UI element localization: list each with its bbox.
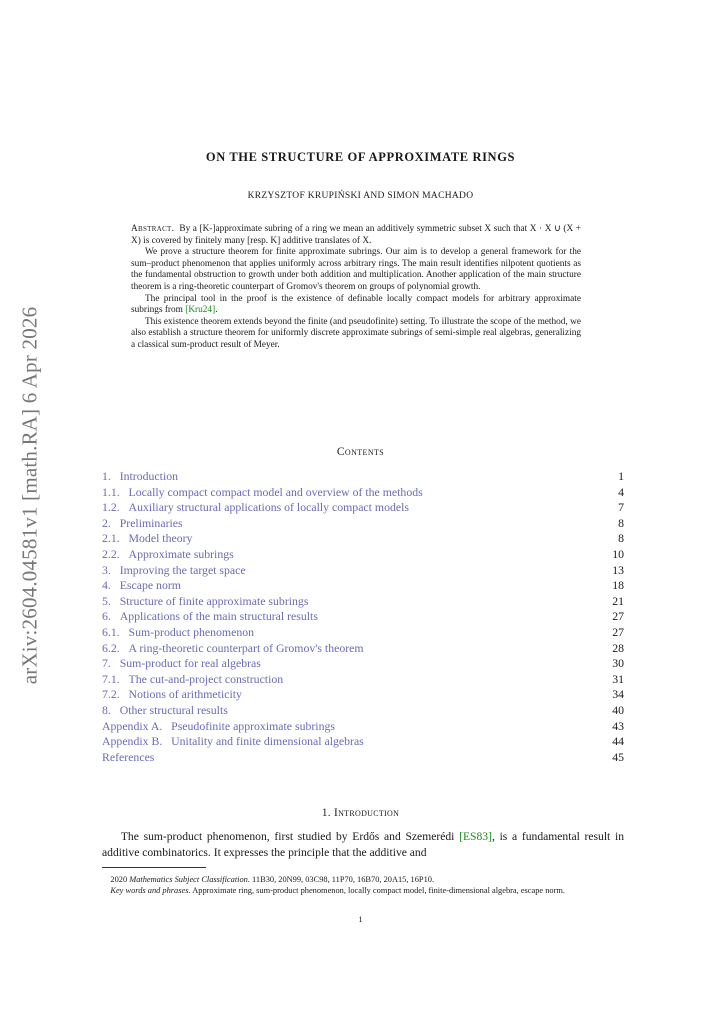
- toc-entry-number[interactable]: 1.1.: [102, 484, 129, 499]
- introduction-paragraph: [102, 829, 624, 861]
- toc-entry-link[interactable]: Sum-product phenomenon: [128, 624, 255, 639]
- toc-entry[interactable]: [102, 625, 624, 641]
- keywords-footnote: [102, 886, 624, 897]
- toc-entry-page: 18: [612, 578, 624, 593]
- toc-entry-page: 44: [612, 734, 624, 749]
- toc-entry-page: 27: [612, 624, 624, 639]
- arxiv-identifier-stamp: [8, 290, 52, 700]
- msc-year: 2020: [110, 875, 128, 884]
- toc-entry-link[interactable]: Notions of arithmeticity: [128, 687, 242, 702]
- toc-entry-number[interactable]: Appendix B.: [102, 734, 172, 749]
- abstract-text-1: By a [K-]approximate subring of a ring we mean an additively symmetric subset X such that X · X ∪ (X + X) is covered by finitely many [resp. K] additive translates of X.: [131, 224, 581, 246]
- msc-footnote: [102, 875, 624, 886]
- toc-entry-link[interactable]: A ring-theoretic counterpart of Gromov's theorem: [128, 640, 364, 655]
- toc-entry-link[interactable]: Introduction: [119, 469, 179, 483]
- toc-entry-link[interactable]: Preliminaries: [119, 515, 183, 530]
- keywords-label: Key words and phrases.: [110, 885, 191, 895]
- toc-entry-number[interactable]: 1.2.: [102, 500, 129, 515]
- toc-entry-number[interactable]: 1.: [102, 469, 120, 483]
- toc-entry-page: 28: [612, 640, 624, 655]
- citation-kru24-link[interactable]: [Kru24]: [185, 305, 216, 316]
- toc-entry-number[interactable]: 6.2.: [102, 640, 129, 655]
- toc-entry[interactable]: [102, 578, 624, 594]
- toc-entry-link[interactable]: Auxiliary structural applications of locally compact models: [128, 500, 409, 515]
- introduction-text-2: , is a fundamental result in additive combinatorics. It expresses the principle that the additive and: [102, 830, 625, 859]
- paper-title: ON THE STRUCTURE OF APPROXIMATE RINGS: [205, 150, 516, 164]
- toc-entry[interactable]: [102, 672, 624, 688]
- footnotes: [102, 875, 624, 896]
- toc-entry-number[interactable]: 8.: [102, 702, 120, 717]
- toc-entry-number[interactable]: 6.1.: [102, 624, 129, 639]
- toc-entry-link[interactable]: Structure of finite approximate subrings: [119, 593, 309, 608]
- introduction-text-1: The sum-product phenomenon, first studied by Erdős and Szemerédi: [120, 830, 460, 843]
- toc-entry[interactable]: [102, 719, 624, 735]
- toc-entry-page: 30: [612, 656, 624, 671]
- toc-entry-page: 1: [618, 469, 624, 483]
- citation-es83-link[interactable]: [ES83]: [459, 830, 492, 843]
- toc-entry-link[interactable]: Applications of the main structural results: [119, 609, 318, 624]
- footnote-rule: [102, 867, 206, 868]
- toc-entry-number[interactable]: 2.1.: [102, 531, 129, 546]
- toc-entry-page: 7: [618, 500, 624, 515]
- toc-entry-number[interactable]: 3.: [102, 562, 120, 577]
- toc-entry-number[interactable]: 6.: [102, 609, 120, 624]
- toc-entry-number[interactable]: 7.2.: [102, 687, 129, 702]
- toc-entry-page: 21: [612, 593, 624, 608]
- toc-entry-page: 34: [612, 687, 624, 702]
- toc-entry-number[interactable]: Appendix A.: [102, 718, 172, 733]
- toc-entry-number[interactable]: 7.: [102, 656, 120, 671]
- abstract-paragraph-3: [131, 294, 581, 317]
- toc-entry[interactable]: [102, 656, 624, 672]
- introduction-title: Introduction: [334, 807, 400, 819]
- toc-entry-link[interactable]: Other structural results: [119, 702, 228, 717]
- toc-entry[interactable]: [102, 750, 624, 766]
- toc-entry[interactable]: [102, 609, 624, 625]
- toc-entry[interactable]: [102, 641, 624, 657]
- toc-entry-page: 10: [612, 546, 624, 561]
- arxiv-identifier-text: arXiv:2604.04581v1 [math.RA] 6 Apr 2026: [17, 306, 42, 684]
- abstract-text-3: The principal tool in the proof is the existence of definable locally compact models for arbitrary approximate subrings from: [131, 293, 581, 316]
- table-of-contents: [102, 469, 624, 765]
- toc-entry-link[interactable]: Model theory: [128, 531, 193, 546]
- contents-heading: Contents: [336, 446, 385, 458]
- toc-entry-link[interactable]: Escape norm: [119, 578, 181, 593]
- toc-entry-page: 40: [612, 702, 624, 717]
- toc-entry-link[interactable]: Approximate subrings: [128, 546, 234, 561]
- toc-entry-page: 31: [612, 671, 624, 686]
- toc-entry[interactable]: [102, 547, 624, 563]
- toc-entry[interactable]: [102, 563, 624, 579]
- abstract-paragraph-4: This existence theorem extends beyond the finite (and pseudofinite) setting. To illustrate the scope of the method, we also establish a structure theorem for uniformly discrete approximate subrings of semi-simple real algebras, generalizing a classical sum-product result of Meyer.: [131, 316, 581, 350]
- toc-entry-link[interactable]: Unitality and finite dimensional algebras: [171, 734, 364, 749]
- toc-entry-number[interactable]: 7.1.: [102, 671, 129, 686]
- toc-entry[interactable]: [102, 469, 624, 485]
- abstract-text-3-end: .: [215, 305, 218, 316]
- abstract-paragraph-2: We prove a structure theorem for finite approximate subrings. Our aim is to develop a general framework for the sum–product phenomenon that applies uniformly across arbitrary rings. The main result identifies nilpotent quotients as the fundamental obstruction to growth under both addition and multiplication. Another application of the main structure theorem is a ring-theoretic counterpart of Gromov's theorem on groups of polynomial growth.: [131, 247, 581, 292]
- toc-entry[interactable]: [102, 734, 624, 750]
- toc-entry-number[interactable]: 4.: [102, 578, 120, 593]
- page-number: 1: [358, 914, 363, 924]
- toc-entry-page: 27: [612, 609, 624, 624]
- paper-authors: KRZYSZTOF KRUPIŃSKI AND SIMON MACHADO: [247, 191, 474, 201]
- toc-entry-page: 43: [612, 718, 624, 733]
- toc-entry-page: 4: [618, 484, 624, 499]
- toc-entry-link[interactable]: Sum-product for real algebras: [119, 656, 261, 671]
- msc-codes: 11B30, 20N99, 03C98, 11P70, 16B70, 20A15, 16P10.: [252, 875, 435, 884]
- toc-entry[interactable]: [102, 687, 624, 703]
- toc-entry-page: 8: [618, 515, 624, 530]
- toc-entry-number[interactable]: 5.: [102, 593, 120, 608]
- abstract-paragraph-1: [131, 224, 581, 247]
- toc-entry[interactable]: [102, 485, 624, 501]
- toc-entry-link[interactable]: Locally compact compact model and overview of the methods: [128, 484, 423, 499]
- toc-entry-page: 8: [618, 531, 624, 546]
- msc-label: Mathematics Subject Classification.: [129, 875, 250, 884]
- toc-entry[interactable]: [102, 531, 624, 547]
- introduction-body: [102, 829, 624, 861]
- toc-entry-page: 13: [612, 562, 624, 577]
- toc-entry-link[interactable]: Pseudofinite approximate subrings: [171, 718, 335, 733]
- introduction-heading: [0, 807, 721, 819]
- toc-entry[interactable]: [102, 594, 624, 610]
- toc-entry-link[interactable]: References: [102, 749, 155, 764]
- toc-entry[interactable]: [102, 703, 624, 719]
- toc-entry-number[interactable]: 2.2.: [102, 546, 129, 561]
- toc-entry-number[interactable]: 2.: [102, 515, 120, 530]
- abstract: [131, 224, 581, 352]
- abstract-label: Abstract.: [131, 224, 175, 234]
- toc-entry-page: 45: [612, 749, 624, 764]
- toc-entry[interactable]: [102, 516, 624, 532]
- toc-entry-link[interactable]: The cut-and-project construction: [128, 671, 284, 686]
- keywords-text: Approximate ring, sum-product phenomenon, locally compact model, finite-dimensional algebra, escape norm.: [192, 885, 566, 895]
- toc-entry[interactable]: [102, 500, 624, 516]
- toc-entry-link[interactable]: Improving the target space: [119, 562, 246, 577]
- introduction-number: 1.: [321, 807, 331, 819]
